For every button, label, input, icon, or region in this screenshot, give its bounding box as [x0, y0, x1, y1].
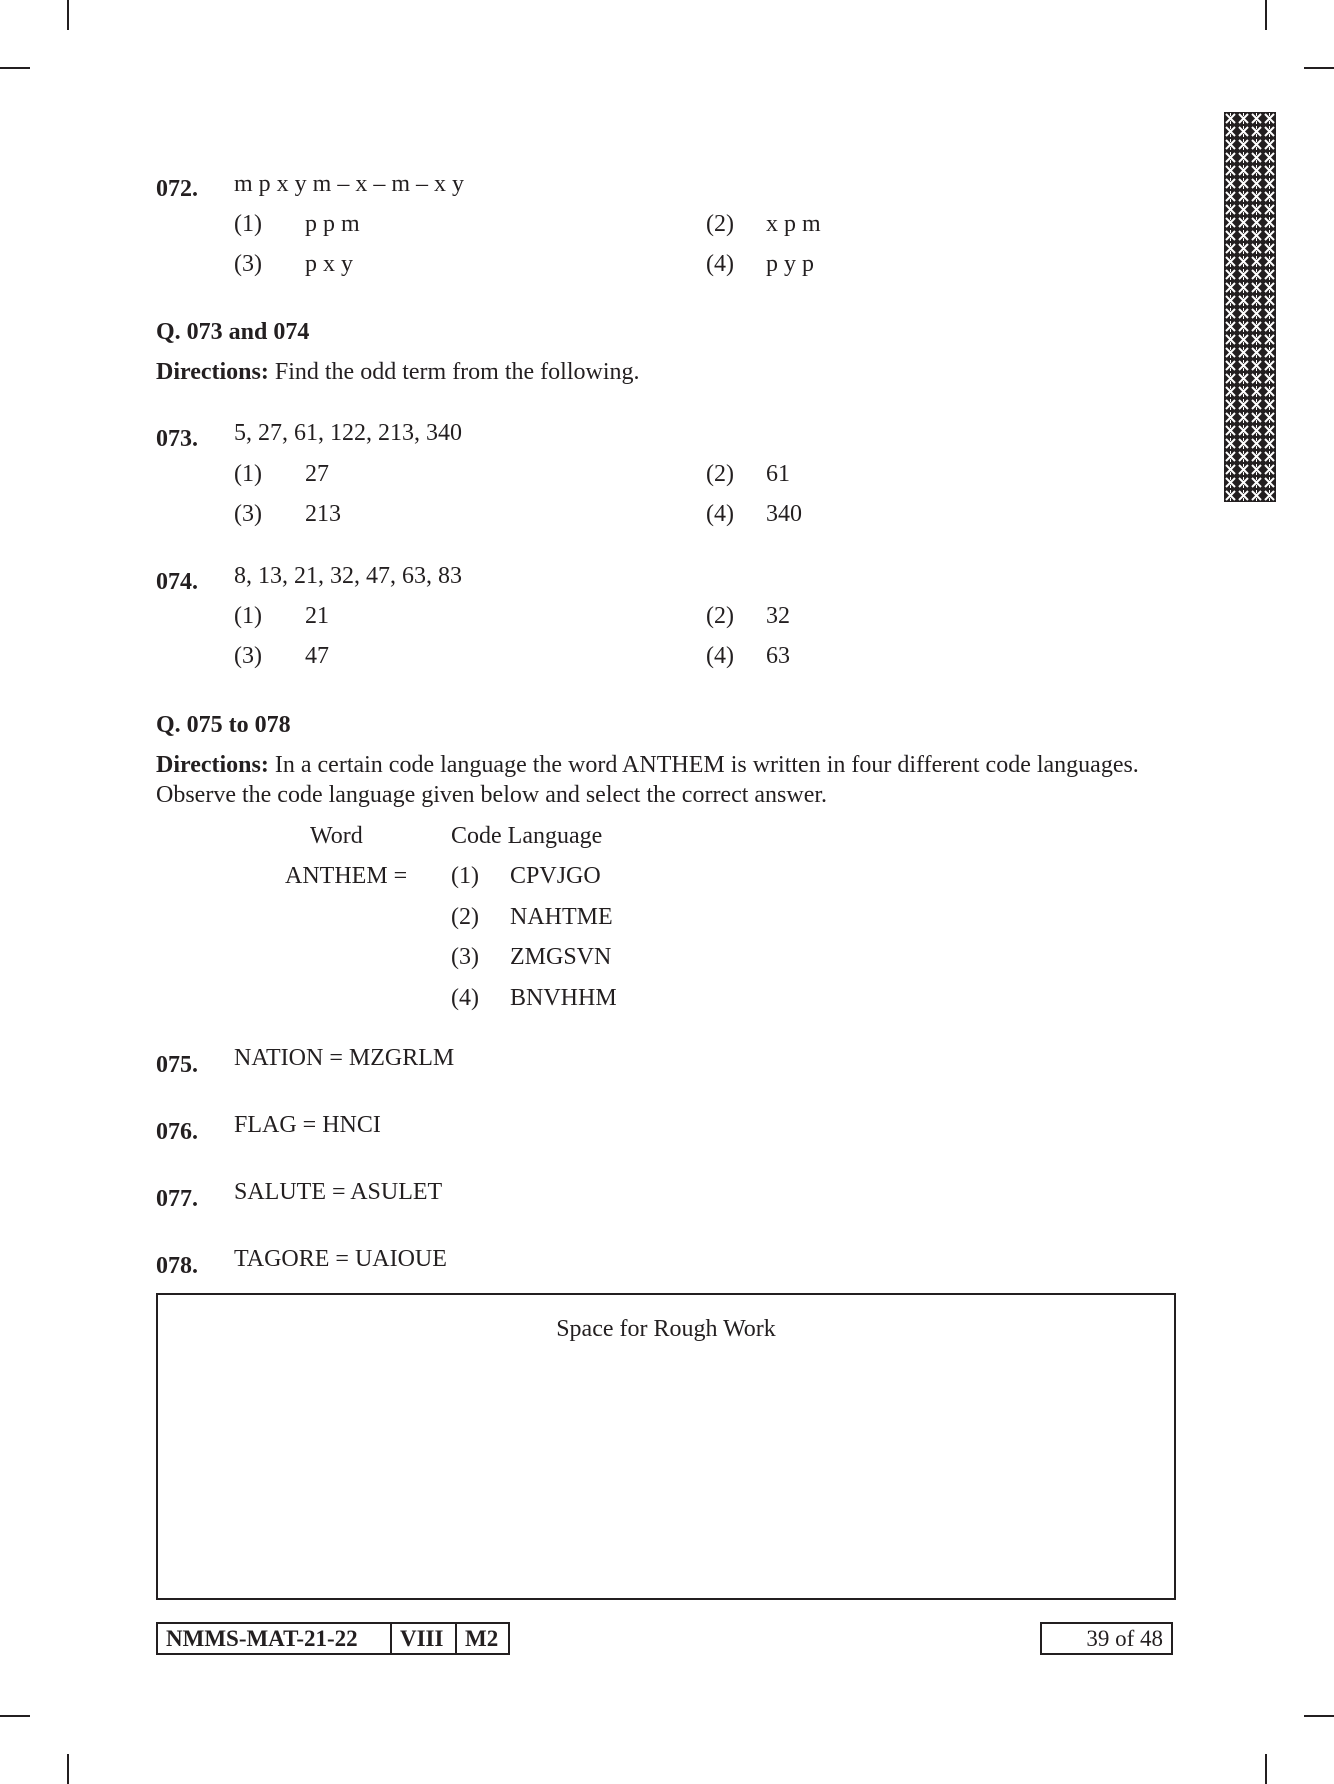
option-text: p y p — [766, 251, 814, 277]
option-label: (2) — [706, 461, 734, 487]
question-stem: NATION = MZGRLM — [234, 1045, 455, 1071]
side-pattern-decoration — [1224, 112, 1276, 502]
section-heading: Q. 075 to 078 — [156, 712, 291, 738]
section-directions-line2: Observe the code language given below and select the correct answer. — [156, 782, 828, 808]
option-text: 47 — [305, 643, 329, 669]
option-label: (1) — [234, 211, 262, 237]
section-directions — [156, 360, 640, 384]
question-number: 075. — [156, 1052, 198, 1078]
rough-work-title: Space for Rough Work — [556, 1316, 776, 1342]
footer-set: M2 — [455, 1624, 508, 1653]
crop-mark — [1304, 1715, 1334, 1717]
question-number: 072. — [156, 176, 198, 202]
question-stem: 5, 27, 61, 122, 213, 340 — [234, 420, 462, 446]
option-text: 27 — [305, 461, 329, 487]
table-word: ANTHEM = — [285, 863, 408, 889]
option-label: (2) — [706, 603, 734, 629]
code-label: (3) — [451, 944, 479, 970]
option-text: p p m — [305, 211, 360, 237]
question-stem: FLAG = HNCI — [234, 1112, 381, 1138]
question-stem: SALUTE = ASULET — [234, 1179, 443, 1205]
section-heading: Q. 073 and 074 — [156, 319, 310, 345]
question-number: 076. — [156, 1119, 198, 1145]
table-header-code: Code Language — [451, 823, 603, 849]
option-label: (4) — [706, 643, 734, 669]
table-header-word: Word — [310, 823, 363, 849]
rough-work-box — [156, 1293, 1176, 1600]
footer-exam-code: NMMS-MAT-21-22 — [166, 1625, 358, 1651]
option-text: 32 — [766, 603, 790, 629]
option-text: 340 — [766, 501, 802, 527]
option-text: 61 — [766, 461, 790, 487]
question-number: 074. — [156, 569, 198, 595]
question-number: 073. — [156, 426, 198, 452]
crop-mark — [0, 1715, 30, 1717]
code-text: BNVHHM — [510, 985, 617, 1011]
crop-mark — [67, 1754, 69, 1784]
footer-class: VIII — [390, 1624, 455, 1653]
option-label: (3) — [234, 251, 262, 277]
crop-mark — [0, 67, 30, 69]
crop-mark — [1265, 1754, 1267, 1784]
question-stem: TAGORE = UAIOUE — [234, 1246, 447, 1272]
crop-mark — [1265, 0, 1267, 30]
directions-text: Find the odd term from the following. — [268, 359, 640, 385]
question-stem: 8, 13, 21, 32, 47, 63, 83 — [234, 563, 462, 589]
question-number: 077. — [156, 1186, 198, 1212]
option-label: (2) — [706, 211, 734, 237]
option-label: (3) — [234, 643, 262, 669]
directions-text: In a certain code language the word ANTHEM is written in four different code languages. — [268, 752, 1139, 778]
page-number: 39 of 48 — [1040, 1622, 1173, 1655]
option-text: x p m — [766, 211, 821, 237]
option-label: (1) — [234, 603, 262, 629]
section-directions — [156, 753, 1139, 777]
option-label: (1) — [234, 461, 262, 487]
directions-label: Directions: — [156, 752, 269, 778]
option-text: p x y — [305, 251, 353, 277]
option-label: (3) — [234, 501, 262, 527]
code-text: ZMGSVN — [510, 944, 612, 970]
crop-mark — [67, 0, 69, 30]
option-label: (4) — [706, 251, 734, 277]
option-label: (4) — [706, 501, 734, 527]
directions-label: Directions: — [156, 359, 269, 385]
code-text: CPVJGO — [510, 863, 601, 889]
code-label: (4) — [451, 985, 479, 1011]
crop-mark — [1304, 67, 1334, 69]
code-text: NAHTME — [510, 904, 613, 930]
question-number: 078. — [156, 1253, 198, 1279]
code-label: (2) — [451, 904, 479, 930]
option-text: 21 — [305, 603, 329, 629]
option-text: 63 — [766, 643, 790, 669]
footer-code-box — [156, 1622, 510, 1655]
option-text: 213 — [305, 501, 341, 527]
code-label: (1) — [451, 863, 479, 889]
question-stem: m p x y m – x – m – x y — [234, 171, 465, 197]
